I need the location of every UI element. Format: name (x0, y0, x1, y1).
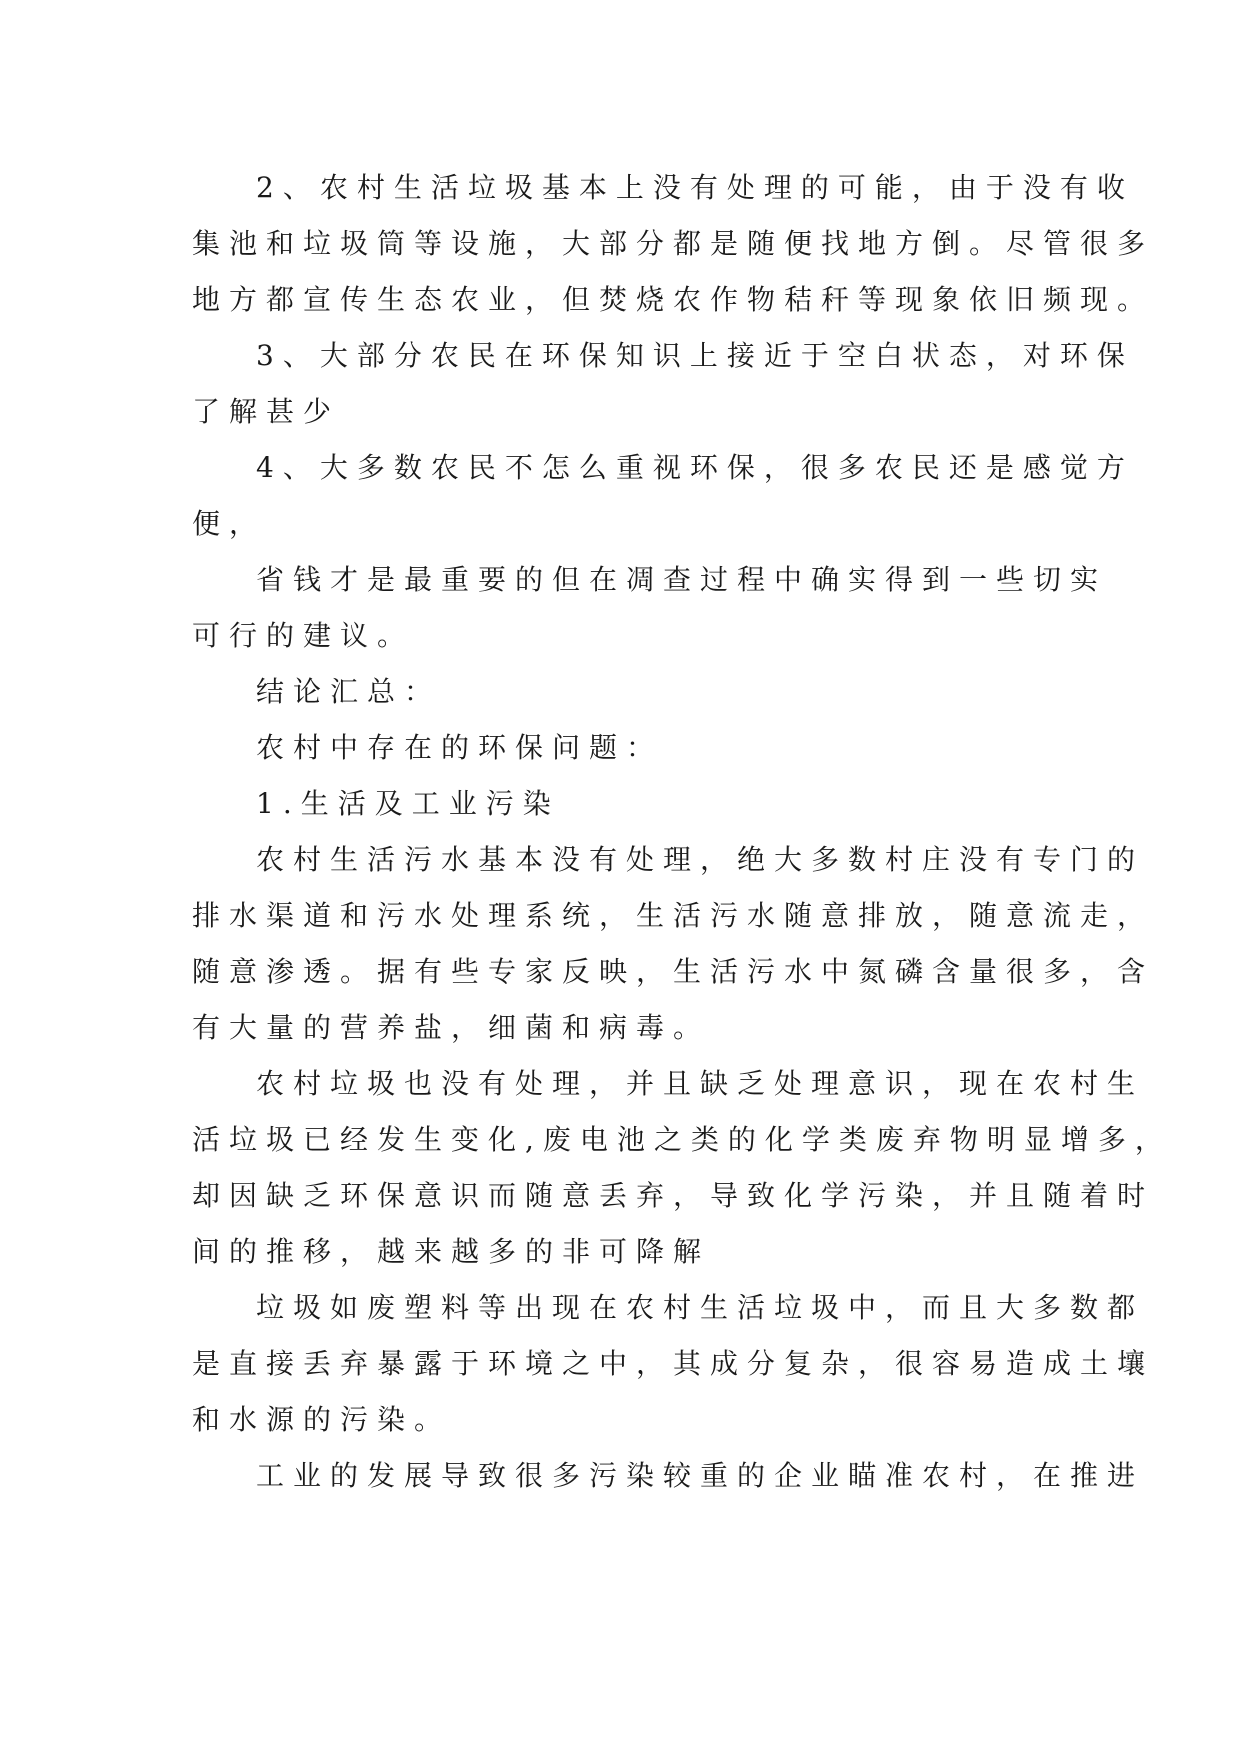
paragraph-sewage (192, 832, 1155, 1056)
paragraph-line: 4、大多数农民不怎么重视环保，很多农民还是感觉方 (256, 451, 1134, 484)
paragraph-line: 农村中存在的环保问题： (256, 731, 664, 764)
paragraph-line: 结论汇总： (256, 675, 442, 708)
paragraph-4 (192, 440, 1134, 552)
paragraph-line: 2、农村生活垃圾基本上没有处理的可能，由于没有收 (256, 171, 1134, 204)
paragraph-line: 却因缺乏环保意识而随意丢弃，导致化学污染，并且随着时 (192, 1179, 1155, 1212)
heading-pollution (192, 776, 1062, 832)
paragraph-line: 可行的建议。 (192, 619, 415, 652)
paragraph-save-money (192, 552, 1108, 664)
paragraph-line: 工业的发展导致很多污染较重的企业瞄准农村，在推进 (256, 1459, 1145, 1492)
paragraph-line: 便， (192, 507, 267, 540)
paragraph-line: 地方都宣传生态农业，但焚烧农作物秸秆等现象依旧频现。 (192, 283, 1155, 316)
paragraph-line: 了解甚少 (192, 395, 341, 428)
document-body (192, 160, 1172, 1504)
paragraph-line: 3、大部分农民在环保知识上接近于空白状态，对环保 (256, 339, 1134, 372)
paragraph-2 (192, 160, 1155, 328)
paragraph-line: 省钱才是最重要的但在凋查过程中确实得到一些切实 (256, 563, 1108, 596)
paragraph-garbage (192, 1056, 1172, 1280)
paragraph-line: 随意渗透。据有些专家反映，生活污水中氮磷含量很多，含 (192, 955, 1155, 988)
paragraph-line: 和水源的污染。 (192, 1403, 452, 1436)
paragraph-line: 农村生活污水基本没有处理，绝大多数村庄没有专门的 (256, 843, 1145, 876)
paragraph-line: 1.生活及工业污染 (256, 787, 560, 820)
paragraph-line: 农村垃圾也没有处理，并且缺乏处理意识，现在农村生 (256, 1067, 1145, 1100)
paragraph-3 (192, 328, 1134, 440)
paragraph-line: 排水渠道和污水处理系统，生活污水随意排放，随意流走， (192, 899, 1155, 932)
paragraph-line: 集池和垃圾筒等设施，大部分都是随便找地方倒。尽管很多 (192, 227, 1155, 260)
paragraph-line: 是直接丢弃暴露于环境之中，其成分复杂，很容易造成土壤 (192, 1347, 1155, 1380)
paragraph-line: 间的推移，越来越多的非可降解 (192, 1235, 711, 1268)
paragraph-industry (192, 1448, 1145, 1504)
paragraph-plastic (192, 1280, 1155, 1448)
heading-problems (192, 720, 1062, 776)
heading-conclusion (192, 664, 1062, 720)
paragraph-line: 活垃圾已经发生变化,废电池之类的化学类废弃物明显增多， (192, 1123, 1172, 1156)
paragraph-line: 垃圾如废塑料等出现在农村生活垃圾中，而且大多数都 (256, 1291, 1145, 1324)
paragraph-line: 有大量的营养盐，细菌和病毒。 (192, 1011, 711, 1044)
